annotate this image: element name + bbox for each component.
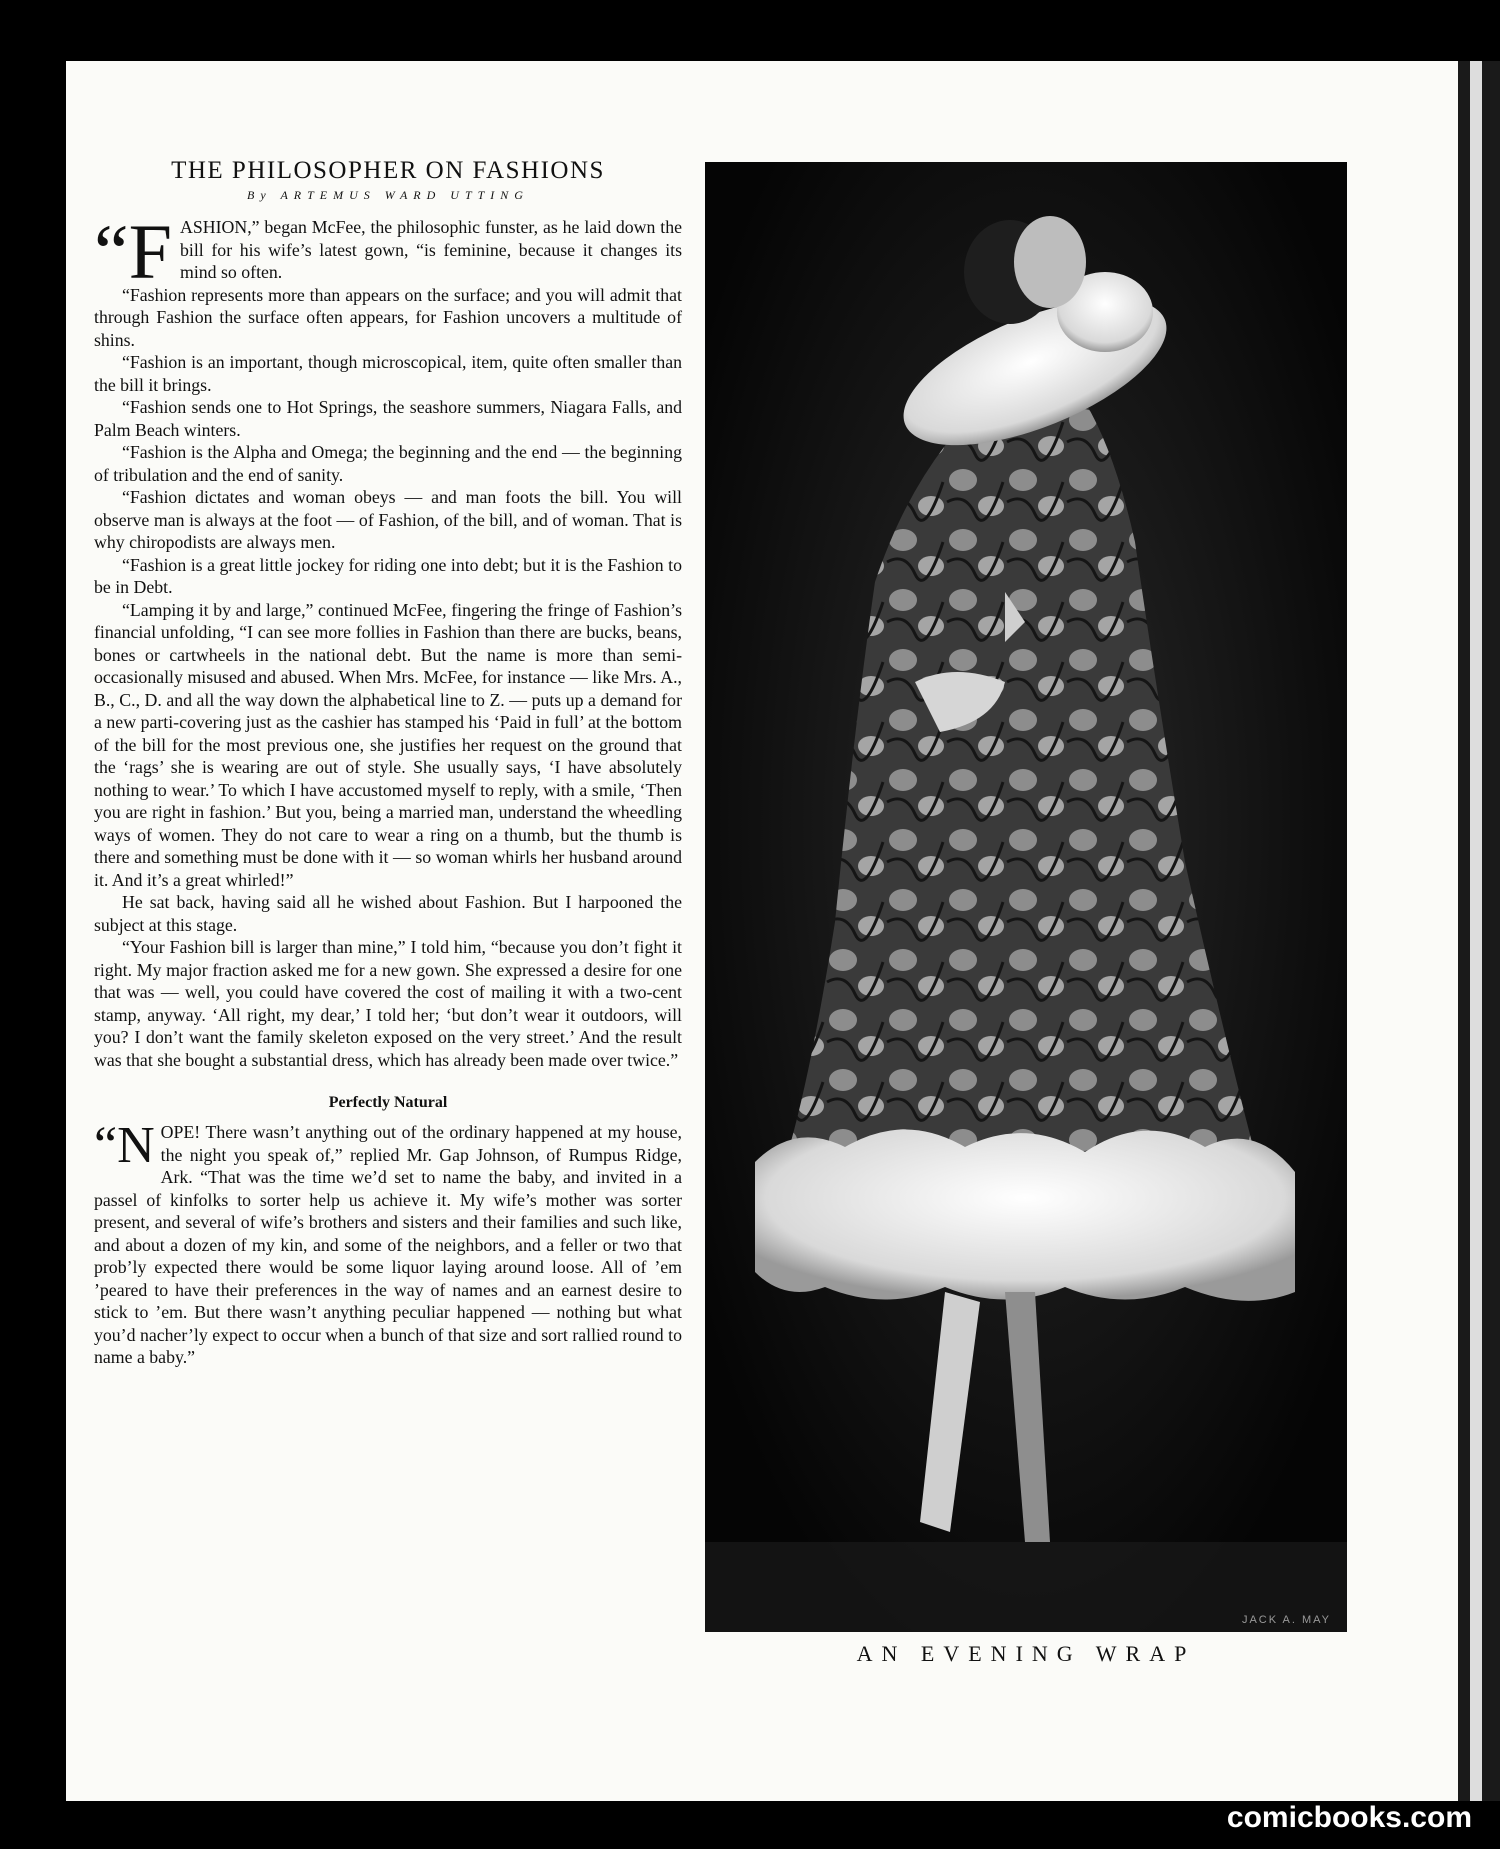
drop-cap-2-letter: N xyxy=(117,1117,155,1174)
artist-signature: JACK A. MAY xyxy=(1241,1614,1331,1626)
paragraph-4: “Fashion sends one to Hot Springs, the seashore summers, Niagara Falls, and Palm Beach winters. xyxy=(94,397,682,440)
paragraph-6: “Fashion dictates and woman obeys — and man foots the bill. You will observe man is always at the foot — of Fashion, of the bill, and of woman. That is why chiropodists are always men. xyxy=(94,487,682,552)
paragraph-8: “Lamping it by and large,” continued McFee, fingering the fringe of Fashion’s financial unfolding, “I can see more follies in Fashion than there are bucks, beans, bones or cartwheels in the national debt. But the name is more than semi-occasionally misused and abused. When Mrs. McFee, for instance — like Mrs. A., B., C., D. and all the way down the alphabetical line to Z. — puts up a demand for a new parti-covering just as the cashier has stamped his ‘Paid in full’ at the bottom of the bill for the most previous one, she justifies her request on the ground that the ‘rags’ she is wearing are out of style. She usually says, ‘I have absolutely nothing to wear.’ To which I have accustomed myself to reply, with a smile, ‘Then you are right in fashion.’ But you, being a married man, understand the wheedling ways of women. They do not care to wear a ring on a thumb, but the thumb is there and something must be done with it — so woman whirls her husband around it. And it’s a great whirled!” xyxy=(94,599,682,890)
paragraph-5: “Fashion is the Alpha and Omega; the beginning and the end — the beginning of tribulation and the end of sanity. xyxy=(94,442,682,485)
illustration-caption: AN EVENING WRAP xyxy=(856,1641,1196,1666)
drop-cap-quote: “ xyxy=(94,208,129,295)
next-page-edge xyxy=(1470,61,1482,1801)
section-paragraph xyxy=(94,1117,682,1369)
site-watermark: comicbooks.com xyxy=(1226,1801,1472,1834)
drop-cap-2 xyxy=(94,1117,155,1174)
drop-cap xyxy=(94,208,173,295)
article-title: THE PHILOSOPHER ON FASHIONS xyxy=(171,157,605,184)
paragraph-7: “Fashion is a great little jockey for riding one into debt; but it is the Fashion to be in Debt. xyxy=(94,554,682,597)
section-paragraph-text: OPE! There wasn’t anything out of the ordinary happened at my house, the night you speak of,” replied Mr. Gap Johnson, of Rumpus Ridge, Ark. “That was the time we’d set to name the baby, and invited in a passel of kinfolks to sorter help us achieve it. My wife’s mother was sorter present, and several of wife’s brothers and sisters and their families and such like, and about a dozen of my kin, and some of the neighbors, and a feller or two that prob’ly expected there would be some liquor laying around loose. All of ’em ’peared to have their preferences in the way of names and an earnest desire to stick to ’em. But there wasn’t anything peculiar happened — nothing but what you’d nacher’ly expect to occur when a bunch of that size and sort rallied round to name a baby.” xyxy=(94,1122,682,1367)
article-column xyxy=(94,94,682,1694)
paragraph-1 xyxy=(94,208,682,295)
couple-figure-drawing xyxy=(705,162,1347,1632)
section-subhead: Perfectly Natural xyxy=(328,1094,448,1111)
evening-wrap-illustration xyxy=(705,162,1347,1632)
drop-cap-letter: F xyxy=(128,208,173,295)
paragraph-3: “Fashion is an important, though microscopical, item, quite often smaller than the bill it brings. xyxy=(94,352,682,395)
paragraph-10: “Your Fashion bill is larger than mine,” I told him, “because you don’t fight it right. My major fraction asked me for a new gown. She expressed a desire for one that was — well, you could have covered the cost of mailing it with a two-cent stamp, anyway. ‘All right, my dear,’ I told her; ‘but don’t wear it outdoors, will you? I don’t want the family skeleton exposed on the very street.’ And the result was that she bought a substantial dress, which has already been made over twice.” xyxy=(94,937,682,1070)
drop-cap-2-quote: “ xyxy=(94,1117,118,1174)
paragraph-1-text: ASHION,” began McFee, the philosophic funster, as he laid down the bill for his wife’s latest gown, “is feminine, because it changes its mind so often. xyxy=(180,217,682,282)
article-byline: By ARTEMUS WARD UTTING xyxy=(247,188,529,202)
paragraph-9: He sat back, having said all he wished about Fashion. But I harpooned the subject at this stage. xyxy=(94,892,682,935)
paragraph-2: “Fashion represents more than appears on the surface; and you will admit that through Fashion the surface often appears, for Fashion uncovers a multitude of shins. xyxy=(94,284,682,350)
